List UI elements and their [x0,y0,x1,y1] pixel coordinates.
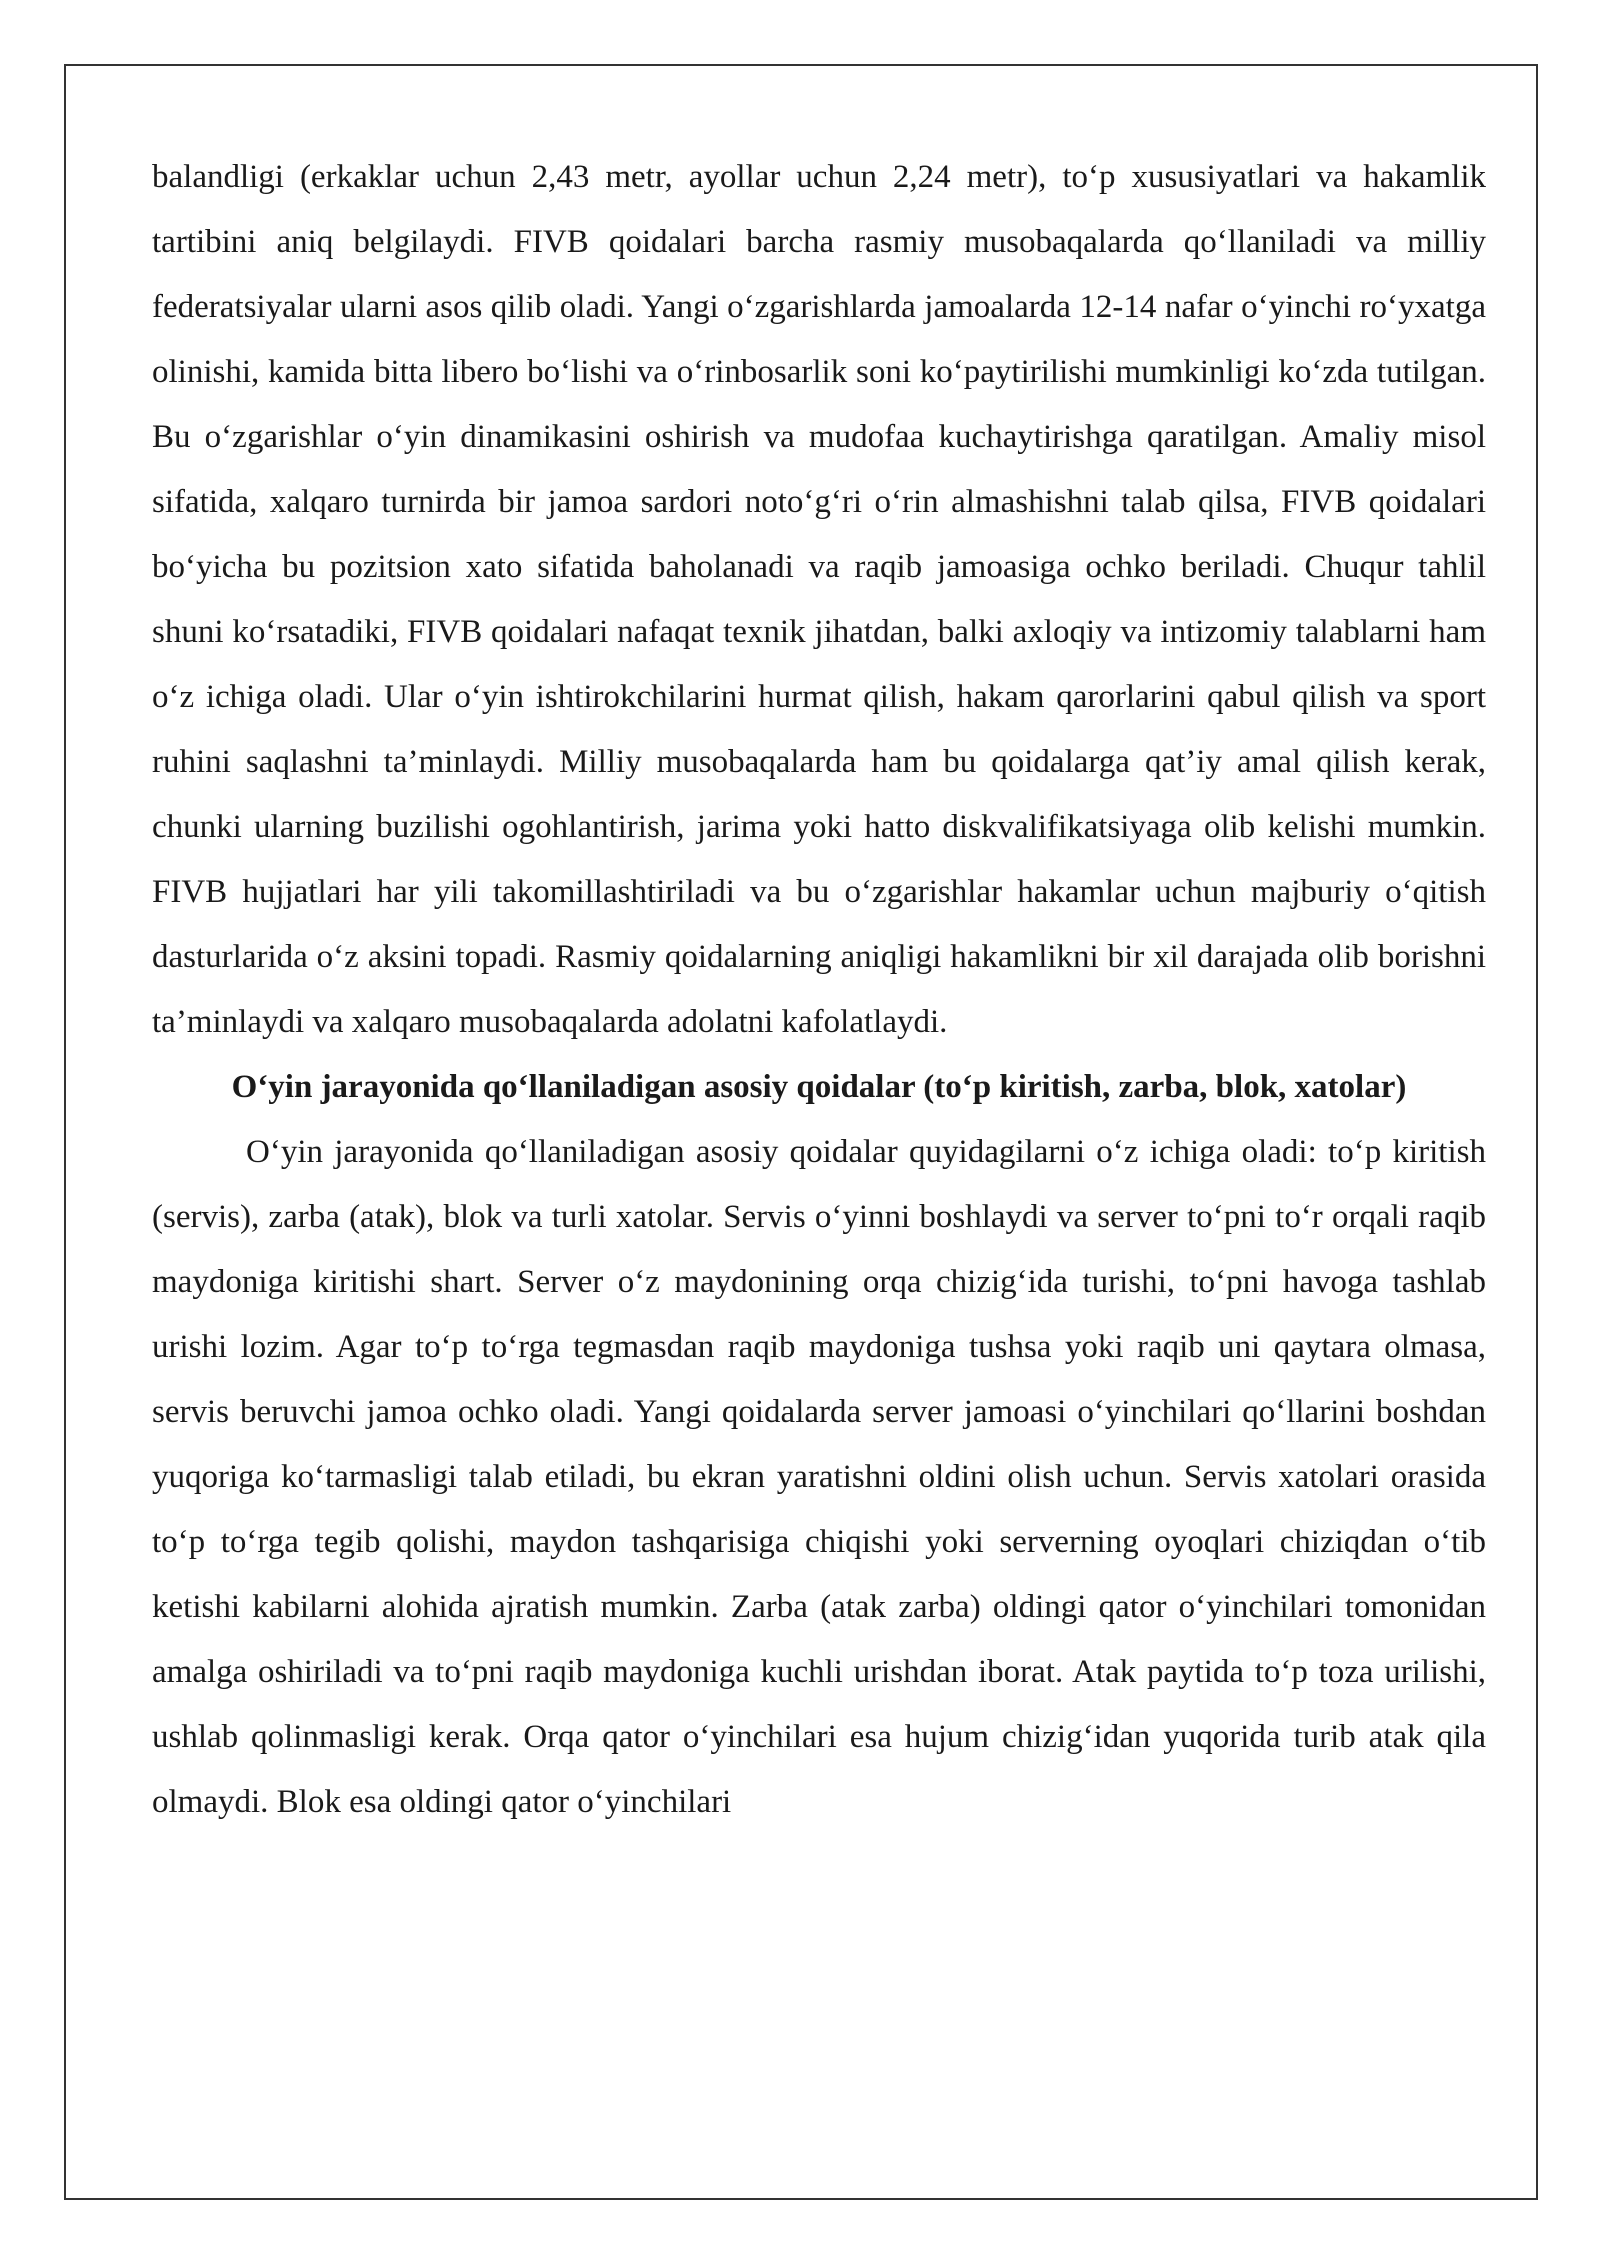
section-heading: O‘yin jarayonida qo‘llaniladigan asosiy qoidalar (to‘p kiritish, zarba, blok, xatolar) [231,1069,1407,1105]
body-paragraph-2: O‘yin jarayonida qo‘llaniladigan asosiy qoidalar quyidagilarni o‘z ichiga oladi: to‘p kiritish (servis), zarba (atak), blok va turli xatolar. Servis o‘yinni boshlaydi va server to‘pni to‘r orqali raqib maydoniga kiritishi shart. Server o‘z maydonining orqa chizig‘ida turishi, to‘pni havoga tashlab urishi lozim. Agar to‘p to‘rga tegmasdan raqib maydoniga tushsa yoki raqib uni qaytara olmasa, servis beruvchi jamoa ochko oladi. Yangi qoidalarda server jamoasi o‘yinchilari qo‘llarini boshdan yuqoriga ko‘tarmasligi talab etiladi, bu ekran yaratishni oldini olish uchun. Servis xatolari orasida to‘p to‘rga tegib qolishi, maydon tashqarisiga chiqishi yoki serverning oyoqlari chiziqdan o‘tib ketishi kabilarni alohida ajratish mumkin. Zarba (atak zarba) oldingi qator o‘yinchilari tomonidan amalga oshiriladi va to‘pni raqib maydoniga kuchli urishdan iborat. Atak paytida to‘p toza urilishi, ushlab qolinmasligi kerak. Orqa qator o‘yinchilari esa hujum chizig‘idan yuqorida turib atak qila olmaydi. Blok esa oldingi qator o‘yinchilari [152,1134,1486,1820]
body-paragraph-1: balandligi (erkaklar uchun 2,43 metr, ayollar uchun 2,24 metr), to‘p xususiyatlari va hakamlik tartibini aniq belgilaydi. FIVB qoidalari barcha rasmiy musobaqalarda qo‘llaniladi va milliy federatsiyalar ularni asos qilib oladi. Yangi o‘zgarishlarda jamoalarda 12-14 nafar o‘yinchi ro‘yxatga olinishi, kamida bitta libero bo‘lishi va o‘rinbosarlik soni ko‘paytirilishi mumkinligi ko‘zda tutilgan. Bu o‘zgarishlar o‘yin dinamikasini oshirish va mudofaa kuchaytirishga qaratilgan. Amaliy misol sifatida, xalqaro turnirda bir jamoa sardori noto‘g‘ri o‘rin almashishni talab qilsa, FIVB qoidalari bo‘yicha bu pozitsion xato sifatida baholanadi va raqib jamoasiga ochko beriladi. Chuqur tahlil shuni ko‘rsatadiki, FIVB qoidalari nafaqat texnik jihatdan, balki axloqiy va intizomiy talablarni ham o‘z ichiga oladi. Ular o‘yin ishtirokchilarini hurmat qilish, hakam qarorlarini qabul qilish va sport ruhini saqlashni ta’minlaydi. Milliy musobaqalarda ham bu qoidalarga qat’iy amal qilish kerak, chunki ularning buzilishi ogohlantirish, jarima yoki hatto diskvalifikatsiyaga olib kelishi mumkin. FIVB hujjatlari har yili takomillashtiriladi va bu o‘zgarishlar hakamlar uchun majburiy o‘qitish dasturlarida o‘z aksini topadi. Rasmiy qoidalarning aniqligi hakamlikni bir xil darajada olib borishni ta’minlaydi va xalqaro musobaqalarda adolatni kafolatlaydi. [152,159,1486,1040]
document-body [152,145,1486,1835]
